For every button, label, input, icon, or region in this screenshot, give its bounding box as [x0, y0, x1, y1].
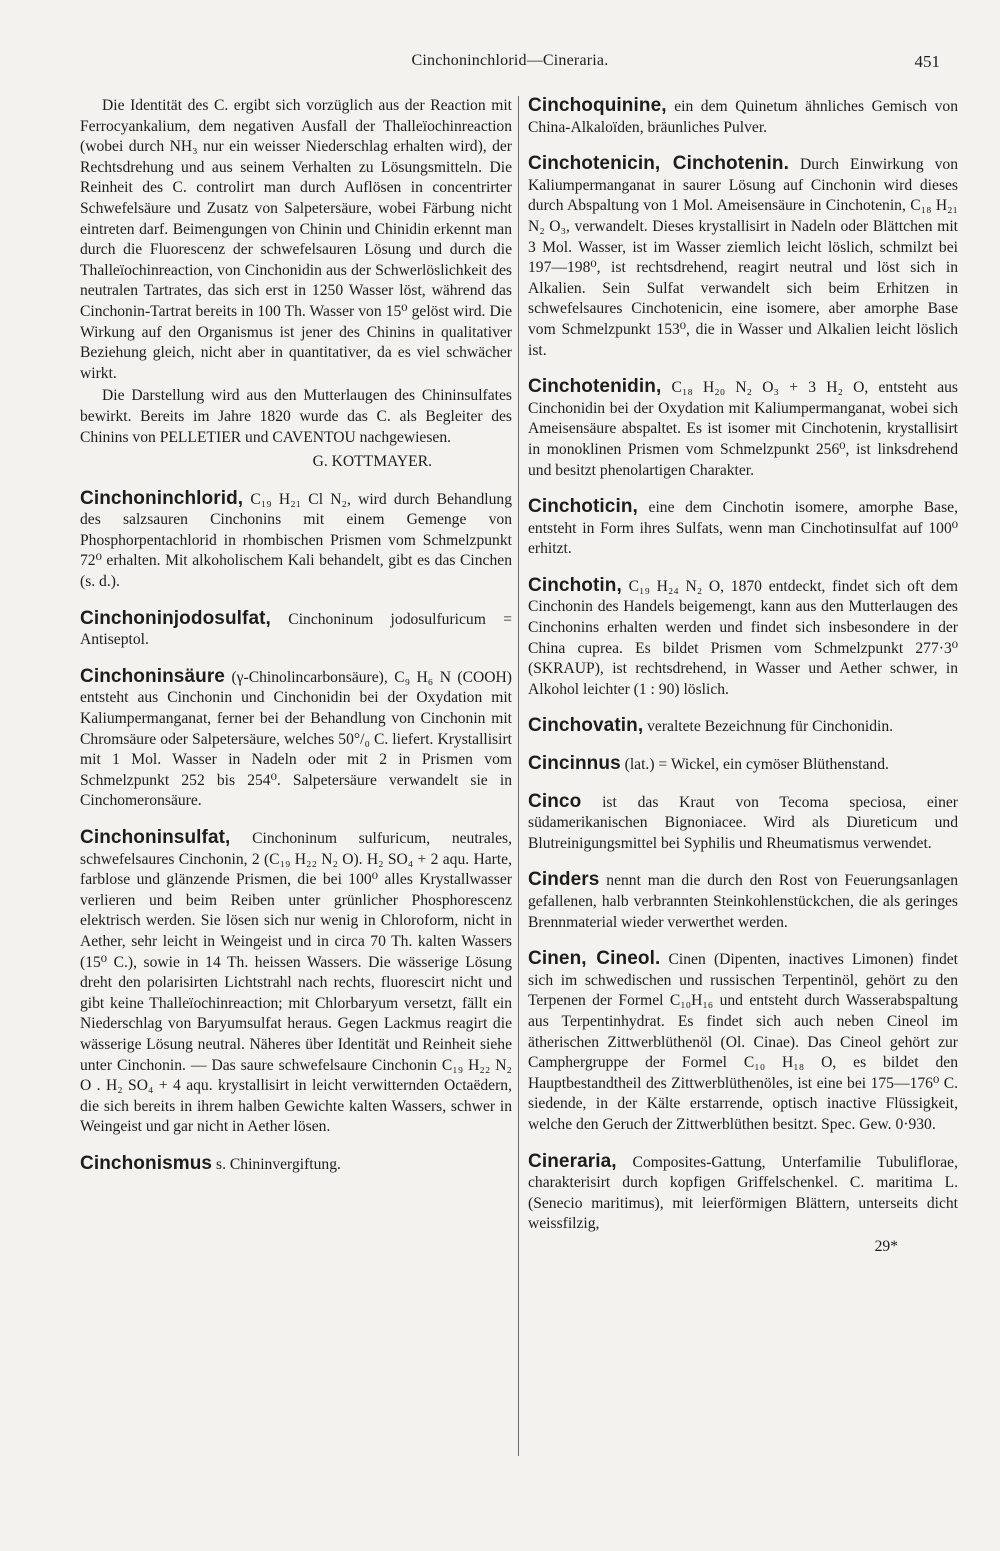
- headword: Cinchotin,: [528, 574, 622, 596]
- entry-cinchoninchlorid: Cinchoninchlorid, C₁₉ H₂₁ Cl N₂, wird durch Behandlung des salzsauren Cinchonins mit einem Gemenge von Phosphorpentachlorid in rhombischen Prismen vom Schmelzpunkt 72⁰ erhalten. Mit alkoholischem Kali behandelt, gibt es das Cinchen (s. d.).: [80, 487, 512, 591]
- entry-cinchoticin: Cinchoticin, eine dem Cinchotin isomere, amorphe Base, entsteht in Form ihres Sulfats, wenn man Cinchotinsulfat auf 100⁰ erhitzt.: [528, 496, 958, 558]
- headword: Cinchoninjodosulfat,: [80, 607, 271, 629]
- cinchonin-darstellung-paragraph: Die Darstellung wird aus den Mutterlaugen des Chininsulfates bewirkt. Bereits im Jahre 1820 wurde das C. als Begleiter des Chinins von PELLETIER und CAVENTOU nachgewiesen.: [80, 387, 512, 446]
- headword: Cinchoticin,: [528, 496, 638, 518]
- entry-cinchotin: Cinchotin, C₁₉ H₂₄ N₂ O, 1870 entdeckt, findet sich oft dem Cinchonin des Handels beigemengt, kann aus den Mutterlaugen des Cinchonins erhalten werden und findet sich insbesondere in der China cuprea. Es bildet Prismen vom Schmelzpunkt 277·3⁰ (SKRAUP), ist rechtsdrehend, in Wasser und Aether schwer, in Alkohol leichter (1 : 90) löslich.: [528, 574, 958, 698]
- page-number: 451: [914, 52, 940, 71]
- headword: Cinchoninsäure: [80, 665, 225, 687]
- headword: Cincinnus: [528, 753, 621, 775]
- entry-cinchonismus: Cinchonismus s. Chininvergiftung.: [80, 1152, 341, 1174]
- entry-cinchoninsulfat: Cinchoninsulfat, Cinchoninum sulfuricum, neutrales, schwefelsaures Cinchonin, 2 (C₁₉ H₂₂ N₂ O). H₂ SO₄ + 2 aqu. Harte, farblose und glänzende Prismen, die bei 100⁰ alles Krystallwasser verlieren und beim Reiben unter grünlicher Phosphorescenz elektrisch werden. Sie lösen sich nur wenig in Chloroform, nicht in Aether, sehr leicht in Weingeist und in circa 70 Th. kalten Wassers (15⁰ C.), sowie in 14 Th. heissen Wassers. Die wässerige Lösung dreht den polarisirten Lichtstrahl nach rechts, fluorescirt nicht und gibt keine Thalleïochinreaction; mit Chlorbaryum versetzt, fällt ein Niederschlag von Baryumsulfat heraus. Gegen Lackmus reagirt die wässerige Lösung neutral. Näheres über Identität und Reinheit siehe unter Cinchonin. — Das saure schwefelsaure Cinchonin C₁₉ H₂₂ N₂ O . H₂ SO₄ + 4 aqu. krystallisirt in leicht verwitternden Octaëdern, die sich bereits in ihrem halben Gewichte kalten Wassers, schwer in Weingeist und gar nicht in Aether lösen.: [80, 827, 512, 1136]
- cinchonin-identity-paragraph: Die Identität des C. ergibt sich vorzüglich aus der Reaction mit Ferrocyankalium, dem negativen Ausfall der Thalleïochinreaction (wobei durch NH₃ nur ein weisser Niederschlag erhalten wird), der Rechtsdrehung und aus seinem Verhalten zu Lösungsmitteln. Die Reinheit des C. controlirt man durch Auflösen in concentrirter Schwefelsäure und Zusatz von Salpetersäure, wobei Färbung nicht eintreten darf. Beimengungen von Chinin und Chinidin erkennt man durch die Fluorescenz der schwefelsauren Lösung und durch die Thalleïochinreaction, von Cinchonidin aus der Schwerlöslichkeit des neutralen Tartrates, das sich erst in 1250 Wasser löst, während das Cinchonin-Tartrat bereits in 100 Th. Wasser von 15⁰ gelöst wird. Die Wirkung auf den Organismus ist jener des Chinins in qualitativer Beziehung gleich, nicht aber in quantitativer, da es viel schwächer wirkt.: [80, 97, 512, 382]
- author-signature: G. KOTTMAYER.: [312, 453, 432, 471]
- entry-cinchovatin: Cinchovatin, veraltete Bezeichnung für Cinchonidin.: [528, 715, 894, 737]
- entry-cinchoninjodosulfat: Cinchoninjodosulfat, Cinchoninum jodosulfuricum = Antiseptol.: [80, 607, 512, 649]
- entry-cinchotenicin: Cinchotenicin, Cinchotenin. Durch Einwirkung von Kaliumpermanganat in saurer Lösung auf Cinchonin wird dieses durch Abspaltung von 1 Mol. Ameisensäure in Cinchotenin, C₁₈ H₂₁ N₂ O₃, verwandelt. Dieses krystallisirt in Nadeln oder Blättchen mit 3 Mol. Wasser, ist im Wasser ziemlich leicht löslich, schmilzt bei 197—198⁰, ist rechtsdrehend, reagirt neutral und löst sich in Alkalien. Sein Sulfat verwandelt sich beim Erhitzen in schwefelsaures Cinchotenicin, eine isomere, aber amorphe Base vom Schmelzpunkt 153⁰, die in Wasser und Alkalien leicht löslich ist.: [528, 153, 959, 359]
- column-divider: [518, 96, 519, 1456]
- entry-cinchoninsaeure: Cinchoninsäure (γ-Chinolincarbonsäure), C₉ H₆ N (COOH) entsteht aus Cinchonin und Cinchonidin bei der Oxydation mit Kaliumpermanganat, ferner bei der Behandlung von Cinchonin mit Chromsäure oder Salpetersäure, welches 50°/₀ C. liefert. Krystallisirt mit 1 Mol. Wasser in Nadeln oder mit 2 in Prismen vom Schmelzpunkt 252 bis 254⁰. Salpetersäure verwandelt sie in Cinchomeronsäure.: [80, 665, 512, 810]
- headword: Cinen, Cineol.: [528, 948, 661, 970]
- entry-cinchotenidin: Cinchotenidin, C₁₈ H₂₀ N₂ O₃ + 3 H₂ O, entsteht aus Cinchonidin bei der Oxydation mit Kaliumpermanganat, wobei sich Ameisensäure abspaltet. Es ist isomer mit Cinchotenin, krystallisirt in monoklinen Prismen vom Schmelzpunkt 256⁰, ist linksdrehend und besitzt phenolartigen Charakter.: [528, 376, 958, 479]
- headword: Cinchoninsulfat,: [80, 827, 231, 848]
- entry-cincinnus: Cincinnus (lat.) = Wickel, ein cymöser Blüthenstand.: [528, 753, 889, 775]
- running-header: [80, 52, 940, 76]
- entry-cinchoquinine: Cinchoquinine, ein dem Quinetum ähnliches Gemisch von China-Alkaloïden, bräunliches Pulver.: [528, 95, 958, 136]
- headword: Cinders: [528, 869, 600, 891]
- headword: Cinco: [528, 790, 582, 812]
- headword: Cinchoninchlorid,: [80, 487, 244, 509]
- entry-cinco: Cinco ist das Kraut von Tecoma speciosa, einer südamerikanischen Bignoniacee. Wird als Diureticum und Blutreinigungsmittel bei Syphilis und Rheumatismus verwendet.: [528, 790, 958, 852]
- left-column: [80, 96, 512, 1176]
- headword: Cinchonismus: [80, 1152, 213, 1174]
- entry-cinen-cineol: Cinen, Cineol. Cinen (Dipenten, inactives Limonen) findet sich im schwedischen und russischen Terpentinöl, gehört zu den Terpenen der Formel C₁₀H₁₆ und entsteht durch Wasserabspaltung aus Terpentinhydrat. Es findet sich auch neben Cineol im ätherischen Zittwerblüthenöl (Ol. Cinae). Das Cineol gehört zur Camphergruppe der Formel C₁₀ H₁₈ O, es bildet den Hauptbestandtheil des Zittwerblüthenöles, ist eine bei 175—176⁰ C. siedende, in der Kälte erstarrende, optisch inactive Flüssigkeit, welche den Geruch der Zittwerblüthen besitzt. Spec. Gew. 0·930.: [528, 948, 959, 1133]
- headword: Cinchotenidin,: [528, 376, 662, 398]
- entry-cineraria: Cineraria, Composites-Gattung, Unterfamilie Tubuliflorae, charakterisirt durch kopfigen Griffelschenkel. C. maritima L. (Senecio maritimus), mit leierförmigen Blättern, unterseits dicht weissfilzig,: [528, 1150, 958, 1233]
- running-title: Cinchoninchlorid—Cineraria.: [411, 52, 609, 69]
- headword: Cinchoquinine,: [528, 95, 667, 116]
- signature-mark: 29*: [874, 1237, 898, 1255]
- entry-cinders: Cinders nennt man die durch den Rost von Feuerungsanlagen gefallenen, halb verbrannten Steinkohlenstückchen, die als geringes Brennmaterial wieder verwerthet werden.: [528, 869, 958, 931]
- right-column: [522, 96, 958, 1258]
- headword: Cinchovatin,: [528, 715, 644, 737]
- headword: Cinchotenicin, Cinchotenin.: [528, 153, 790, 175]
- headword: Cineraria,: [528, 1150, 617, 1172]
